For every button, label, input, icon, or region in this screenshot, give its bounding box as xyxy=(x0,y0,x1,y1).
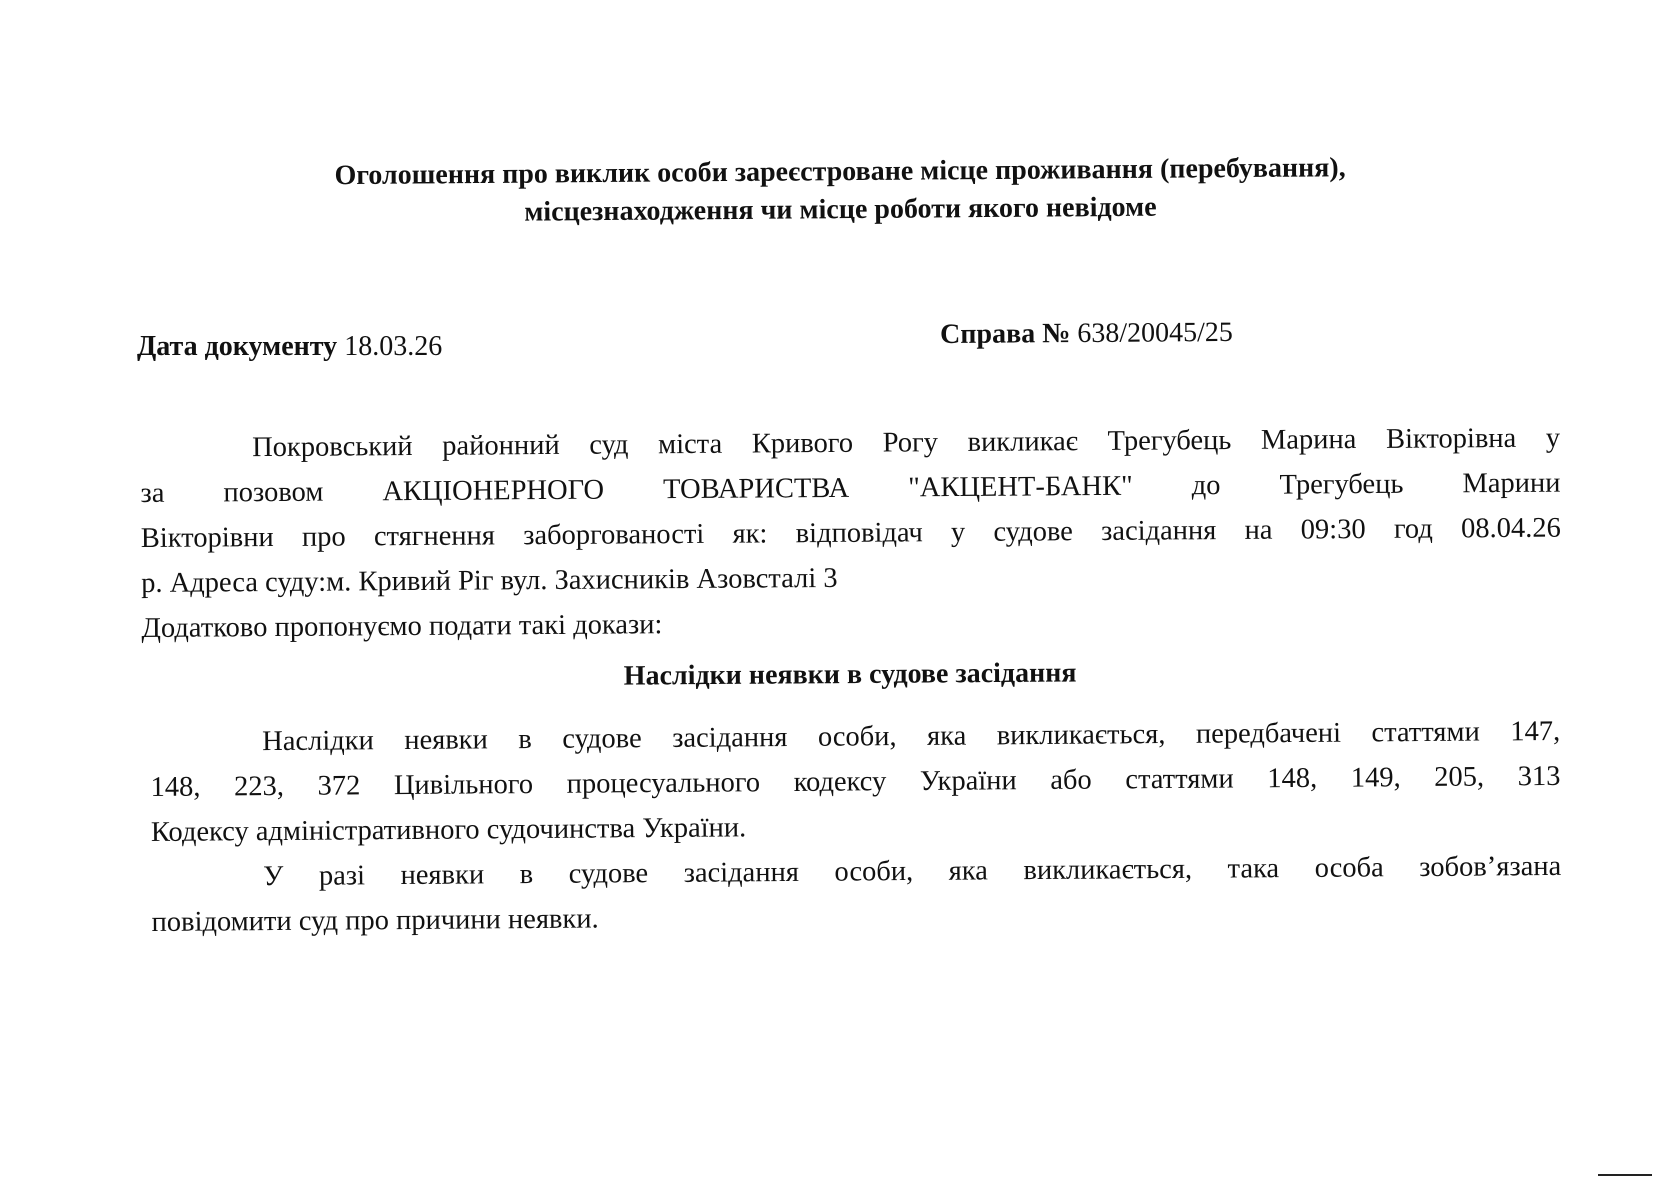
summons-line-3: Вікторівни про стягнення заборгованості як: відповідач у судове засідання на 09:30 год 08.04.26 xyxy=(140,512,1561,554)
consequences-p2-line-2: повідомити суд про причини неявки. xyxy=(151,903,599,938)
document-title xyxy=(225,148,1456,234)
date-label: Дата документу xyxy=(137,331,338,362)
summons-line-2: за позовом АКЦІОНЕРНОГО ТОВАРИСТВА "АКЦЕНТ-БАНК" до Трегубець Марини xyxy=(140,467,1561,509)
summons-line-5: Додатково пропонуємо подати такі докази: xyxy=(141,609,663,644)
date-value: 18.03.26 xyxy=(344,331,443,362)
consequences-heading: Наслідки неявки в судове засідання xyxy=(623,657,1077,692)
document-date xyxy=(137,330,442,364)
consequences-p1-line-2: 148, 223, 372 Цивільного процесуального кодексу України або статтями 148, 149, 205, 313 xyxy=(150,760,1561,803)
case-value: 638/20045/25 xyxy=(1077,316,1233,350)
case-number xyxy=(940,316,1233,352)
page-corner-mark xyxy=(1598,1174,1652,1176)
consequences-p2-line-1: У разі неявки в судове засідання особи, яка викликається, така особа зобов’язана xyxy=(263,850,1562,893)
consequences-p1-line-3: Кодексу адміністративного судочинства України. xyxy=(150,812,747,848)
summons-line-1: Покровський районний суд міста Кривого Рогу викликає Трегубець Марина Вікторівна у xyxy=(252,422,1561,464)
title-line-2: місцезнаходження чи місце роботи якого невідоме xyxy=(524,191,1157,228)
summons-paragraph xyxy=(140,416,1562,651)
consequences-paragraphs xyxy=(150,709,1562,945)
case-label: Справа № xyxy=(940,318,1071,350)
consequences-p1-line-1: Наслідки неявки в судове засідання особи, яка викликається, передбачені статтями 147, xyxy=(262,715,1561,758)
summons-line-4: р. Адреса суду:м. Кривий Ріг вул. Захисників Азовсталі 3 xyxy=(141,562,838,599)
title-line-1: Оголошення про виклик особи зареєстроване місце проживання (перебування), xyxy=(334,152,1346,192)
